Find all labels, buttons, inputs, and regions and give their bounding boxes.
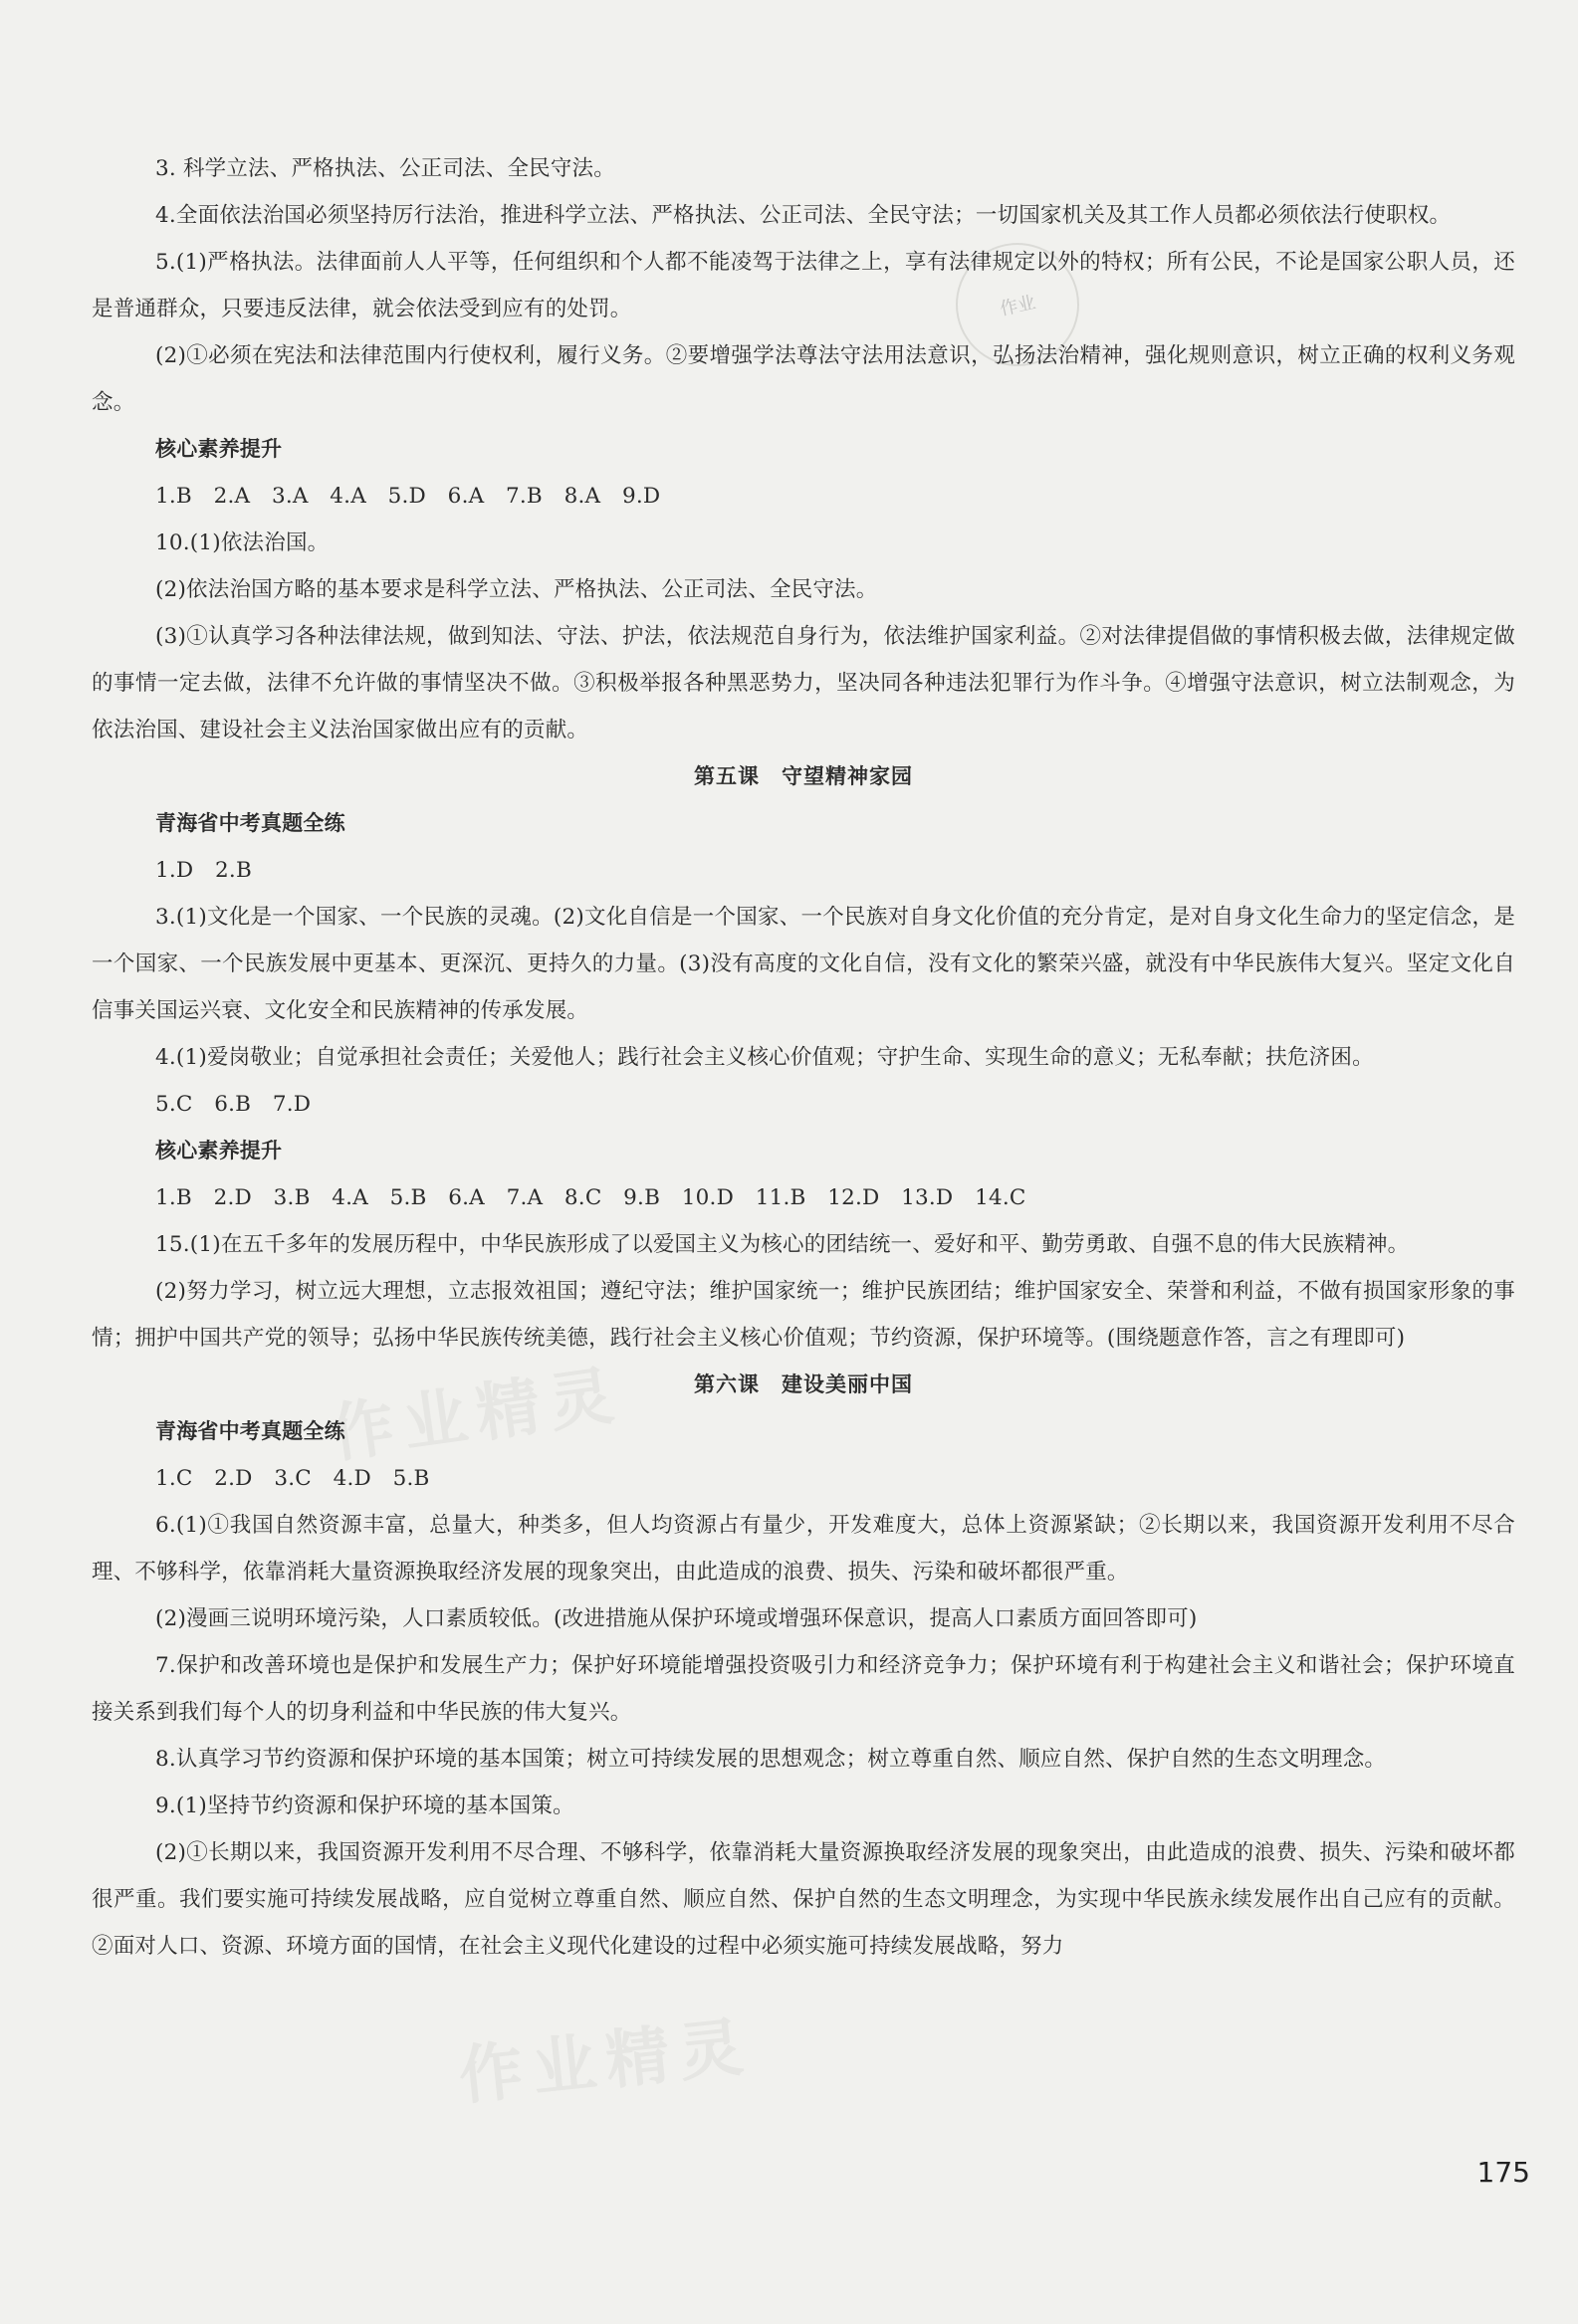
section-heading: 核心素养提升 (155, 1139, 283, 1162)
choice-answers: 5.C 6.B 7.D (155, 1092, 312, 1117)
answer-line: (3)①认真学习各种法律法规，做到知法、守法、护法，依法规范自身行为，依法维护国家利益。②对法律提倡做的事情积极去做，法律规定做的事情一定去做，法律不允许做的事情坚决不做。③积极举报各种黑恶势力，坚决同各种违法犯罪行为作斗争。④增强守法意识，树立法制观念，为依法治国、建设社会主义法治国家做出应有的贡献。 (92, 624, 1515, 742)
choice-answers: 1.C 2.D 3.C 4.D 5.B (155, 1466, 430, 1491)
choice-answers: 1.B 2.A 3.A 4.A 5.D 6.A 7.B 8.A 9.D (155, 484, 661, 509)
answer-line: (2)①必须在宪法和法律范围内行使权利，履行义务。②要增强学法尊法守法用法意识，弘扬法治精神，强化规则意识，树立正确的权利义务观念。 (92, 343, 1515, 415)
answer-line: 7.保护和改善环境也是保护和发展生产力；保护好环境能增强投资吸引力和经济竞争力；保护环境有利于构建社会主义和谐社会；保护环境直接关系到我们每个人的切身利益和中华民族的伟大复兴。 (92, 1653, 1515, 1725)
page-number: 175 (1476, 2156, 1530, 2189)
section-heading: 青海省中考真题全练 (155, 811, 345, 835)
answer-line: 3.(1)文化是一个国家、一个民族的灵魂。(2)文化自信是一个国家、一个民族对自身文化价值的充分肯定，是对自身文化生命力的坚定信念，是一个国家、一个民族发展中更基本、更深沉、更持久的力量。(3)没有高度的文化自信，没有文化的繁荣兴盛，就没有中华民族伟大复兴。坚定文化自信事关国运兴衰、文化安全和民族精神的传承发展。 (92, 905, 1515, 1023)
lesson-title: 第五课 守望精神家园 (694, 764, 913, 788)
answer-line: 15.(1)在五千多年的发展历程中，中华民族形成了以爱国主义为核心的团结统一、爱好和平、勤劳勇敢、自强不息的伟大民族精神。 (155, 1232, 1410, 1257)
answer-line: (2)努力学习，树立远大理想，立志报效祖国；遵纪守法；维护国家统一；维护民族团结；维护国家安全、荣誉和利益，不做有损国家形象的事情；拥护中国共产党的领导；弘扬中华民族传统美德，践行社会主义核心价值观；节约资源，保护环境等。(围绕题意作答，言之有理即可) (92, 1279, 1515, 1351)
watermark: 作业精灵 (326, 1358, 628, 1473)
section-heading: 青海省中考真题全练 (155, 1419, 345, 1443)
answer-line: 5.(1)严格执法。法律面前人人平等，任何组织和个人都不能凌驾于法律之上，享有法律规定以外的特权；所有公民，不论是国家公职人员，还是普通群众，只要违反法律，就会依法受到应有的处罚。 (92, 250, 1515, 321)
choice-answers: 1.D 2.B (155, 858, 252, 883)
watermark: 作业精灵 (455, 2009, 757, 2115)
choice-answers: 1.B 2.D 3.B 4.A 5.B 6.A 7.A 8.C 9.B 10.D 11.B 12.D 13.D 14.C (155, 1185, 1026, 1210)
answer-line: (2)依法治国方略的基本要求是科学立法、严格执法、公正司法、全民守法。 (155, 577, 878, 602)
lesson-title: 第六课 建设美丽中国 (694, 1373, 913, 1396)
answer-line: 8.认真学习节约资源和保护环境的基本国策；树立可持续发展的思想观念；树立尊重自然、顺应自然、保护自然的生态文明理念。 (155, 1747, 1387, 1772)
answer-line: (2)漫画三说明环境污染，人口素质较低。(改进措施从保护环境或增强环保意识，提高人口素质方面回答即可) (155, 1606, 1198, 1631)
page-content (92, 145, 1515, 1970)
answer-line: 4.(1)爱岗敬业；自觉承担社会责任；关爱他人；践行社会主义核心价值观；守护生命、实现生命的意义；无私奉献；扶危济困。 (155, 1045, 1374, 1070)
answer-line: 9.(1)坚持节约资源和保护环境的基本国策。 (155, 1794, 574, 1818)
answer-line: (2)①长期以来，我国资源开发利用不尽合理、不够科学，依靠消耗大量资源换取经济发展的现象突出，由此造成的浪费、损失、污染和破坏都很严重。我们要实施可持续发展战略，应自觉树立尊重自然、顺应自然、保护自然的生态文明理念，为实现中华民族永续发展作出自己应有的贡献。②面对人口、资源、环境方面的国情，在社会主义现代化建设的过程中必须实施可持续发展战略，努力 (92, 1840, 1515, 1959)
answer-line: 3. 科学立法、严格执法、公正司法、全民守法。 (155, 156, 615, 181)
stamp-text: 作业 (998, 292, 1038, 320)
section-heading: 核心素养提升 (155, 437, 283, 461)
answer-line: 10.(1)依法治国。 (155, 530, 330, 555)
answer-line: 6.(1)①我国自然资源丰富，总量大，种类多，但人均资源占有量少，开发难度大，总体上资源紧缺；②长期以来，我国资源开发利用不尽合理、不够科学，依靠消耗大量资源换取经济发展的现象突出，由此造成的浪费、损失、污染和破坏都很严重。 (92, 1513, 1515, 1585)
answer-line: 4.全面依法治国必须坚持厉行法治，推进科学立法、严格执法、公正司法、全民守法；一切国家机关及其工作人员都必须依法行使职权。 (155, 203, 1452, 228)
